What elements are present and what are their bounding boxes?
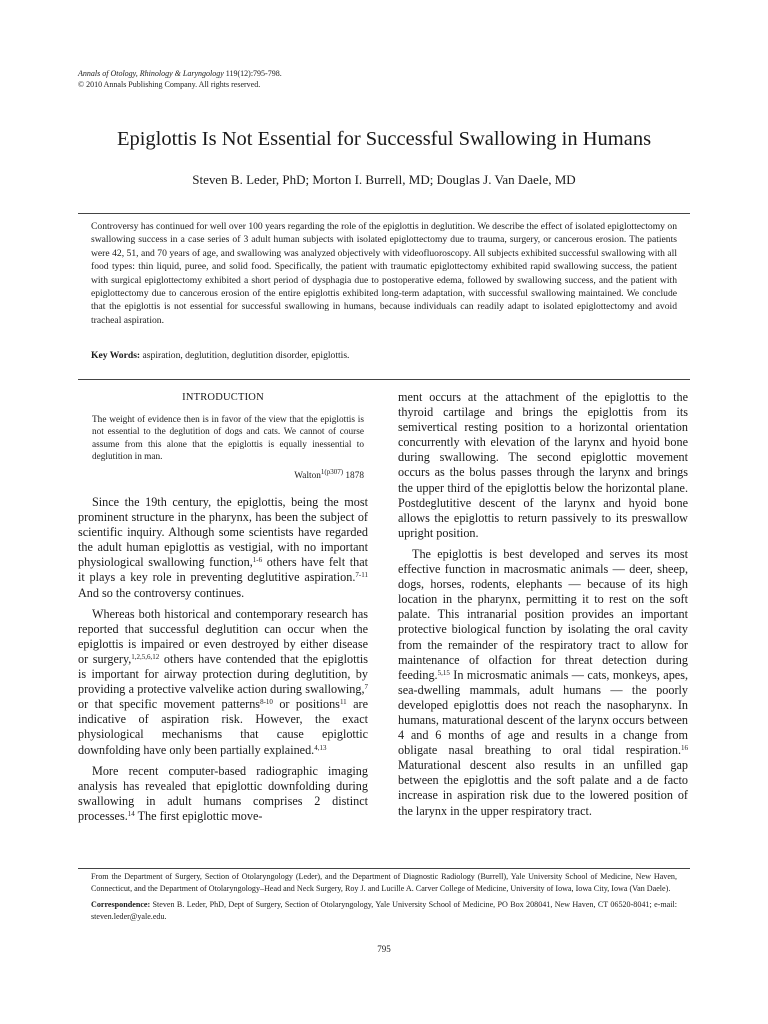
correspondence-label: Correspondence: [91, 900, 151, 909]
paragraph-4 [398, 547, 688, 819]
section-heading: INTRODUCTION [182, 392, 264, 403]
affiliation-note: From the Department of Surgery, Section of Otolaryngology (Leder), and the Department of Diagnostic Radiology (Burrell), Yale University School of Medicine, New Haven, Connecticut, and the Department of Otolaryngology–Head and Neck Surgery, Roy J. and Lucille A. Carver College of Medicine, University of Iowa, Iowa City, Iowa (Van Daele). [91, 872, 677, 893]
right-column [398, 390, 688, 825]
left-column [78, 390, 368, 830]
correspondence-text: Steven B. Leder, PhD, Dept of Surgery, Section of Otolaryngology, Yale University School of Medicine, PO Box 208041, New Haven, CT 06520-8041; e-mail: steven.leder@yale.edu. [91, 900, 677, 921]
abstract-bottom-rule [78, 379, 690, 380]
epigraph-year: 1878 [343, 470, 364, 481]
copyright-line: © 2010 Annals Publishing Company. All rights reserved. [78, 80, 261, 89]
p3-text-b-left: The first epiglottic move- [134, 808, 263, 823]
p1-citation-2: 7-11 [355, 571, 368, 580]
p4-citation-1: 5,15 [437, 668, 450, 677]
p4-text-b: In microsmatic animals — cats, monkeys, apes, sea-dwelling mammals, adult humans — the poorly developed epiglottis does not reach the nasopharynx. In humans, maturational descent of the larynx occurs between 4 and 6 months of age and results in a change from obligate nasal breathing to oral tidal respiration. [398, 667, 688, 758]
abstract-top-rule [78, 213, 690, 214]
paragraph-2 [78, 607, 368, 758]
p1-text-c: And so the controversy continues. [78, 585, 245, 600]
p4-text-c: Maturational descent also results in an unfilled gap between the epiglottis and the soft palate and a de facto increase in aspiration risk due to the lowered position of the larynx in the upper respiratory tract. [398, 758, 688, 818]
epigraph-quote: The weight of evidence then is in favor of the view that the epiglottis is not essential to the deglutition of dogs and cats. We cannot of course assume from this alone that the epiglottis is equally inessential to deglutition in man. [92, 415, 364, 462]
p2-text-c: or that specific movement patterns [78, 697, 261, 712]
correspondence-note [91, 899, 677, 923]
abstract: Controversy has continued for well over 100 years regarding the role of the epiglottis in deglutition. We describe the effect of isolated epiglottectomy on swallowing success in a case series of 3 adult human subjects with isolated epiglottectomy due to trauma, surgery, or cancerous erosion. The patients were 42, 51, and 70 years of age, and swallowing was analyzed objectively with videofluoroscopy. All subjects exhibited successful swallowing with all food types: thin liquid, puree, and solid food. Specifically, the patient with traumatic epiglottectomy exhibited rapid swallowing success, the patient with surgical epiglottectomy exhibited a short period of dysphagia due to postoperative edema, followed by swallowing success, and the patient with epiglottectomy due to cancerous erosion of the entire epiglottis exhibited long-term adaptation, with successful swallowing maintained. We conclude that the epiglottis is not essential for successful swallowing in humans, because individuals can readily adapt to isolated epiglottectomy and avoid tracheal aspiration. [91, 221, 677, 326]
p2-text-a: Whereas both historical and contemporary research has reported that successful deglutition can occur when the epiglottis is impaired or even destroyed by either disease or surgery, [78, 606, 368, 666]
p2-text-e: are indicative of aspiration risk. However, the exact physiological mechanisms that cause epiglottic downfolding have only been partially explained. [78, 697, 368, 757]
paragraph-1 [78, 495, 368, 601]
p1-text-b: others have felt that it plays a key role in preventing deglutitive aspiration. [78, 555, 368, 585]
p1-citation-1: 1-6 [252, 556, 263, 565]
p2-text-b: others have contended that the epiglottis is important for airway protection during deglutition, by providing a protective valvelike action during swallowing, [78, 651, 368, 697]
p2-citation-4: 11 [339, 698, 347, 707]
journal-name: Annals of Otology, Rhinology & Laryngology [78, 69, 224, 78]
keywords-label: Key Words: [91, 350, 141, 361]
p2-citation-3: 8-10 [260, 698, 273, 707]
author-list: Steven B. Leder, PhD; Morton I. Burrell, MD; Douglas J. Van Daele, MD [192, 172, 576, 187]
p1-text-a: Since the 19th century, the epiglottis, being the most prominent structure in the pharynx, has been the subject of scientific inquiry. Although some scientists have regarded the adult human epiglottis as vestigial, with no important physiological swallowing function, [78, 495, 368, 570]
p3-citation-1: 14 [127, 809, 135, 818]
epigraph-attribution [78, 469, 364, 484]
paragraph-3-continued [398, 390, 688, 541]
keywords [91, 349, 677, 362]
paragraph-3 [78, 764, 368, 824]
p3-text-a: More recent computer-based radiographic imaging analysis has revealed that epiglottic downfolding during swallowing in adult humans comprises 2 distinct processes. [78, 763, 368, 823]
citation-line [78, 68, 282, 79]
p2-citation-2: 7 [364, 683, 368, 692]
p4-citation-2: 16 [681, 744, 688, 753]
p2-citation-1: 1,2,5,6,12 [131, 652, 160, 661]
footnotes [91, 871, 677, 927]
footnote-rule [78, 868, 690, 869]
p3-text-b: ment occurs at the attachment of the epiglottis to the thyroid cartilage and brings the epiglottis from its semivertical resting position to a horizontal orientation concurrently with elevation of the larynx and hyoid bone during swallowing. The second epiglottic movement occurs as the bolus passes through the larynx and brings the upper third of the epiglottis below the horizontal plane. Postdeglutitive descent of the larynx and hyoid bone allows the epiglottis to return passively to its preswallow upright position. [398, 390, 688, 540]
keywords-text: aspiration, deglutition, deglutition disorder, epiglottis. [140, 350, 350, 361]
p4-text-a: The epiglottis is best developed and serves its most effective function in macrosmatic animals — deer, sheep, dogs, horses, rodents, elephants — because of its high location in the pharynx, permitting it to rest on the soft palate. This intranarial position provides an important protective biological function by isolating the oral cavity from the remainder of the respiratory tract to allow for maintenance of olfaction for threat detection during feeding. [398, 546, 688, 682]
journal-citation [78, 68, 282, 90]
page-number: 795 [377, 944, 391, 954]
paper-title: Epiglottis Is Not Essential for Successful Swallowing in Humans [116, 128, 652, 150]
p2-text-d: or positions [272, 697, 340, 712]
volume-pages: 119(12):795-798. [223, 69, 282, 78]
p2-citation-5: 4,13 [314, 743, 327, 752]
epigraph-author: Walton [294, 470, 321, 481]
epigraph-citation: 1(p307) [320, 467, 344, 476]
